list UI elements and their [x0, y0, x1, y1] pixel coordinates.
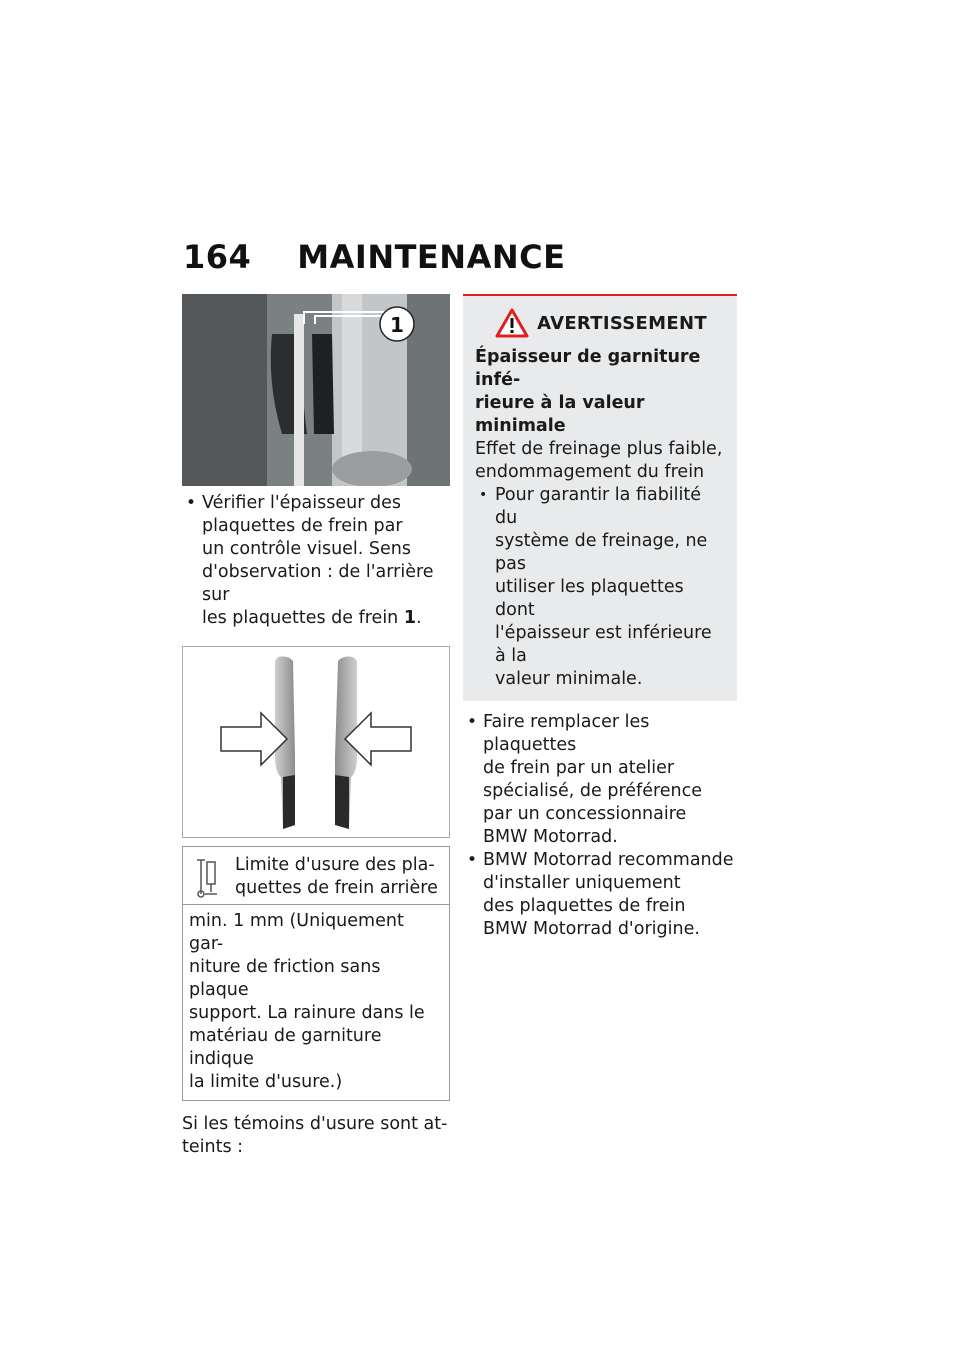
page-header	[183, 238, 565, 276]
brake-caliper-illustration	[182, 294, 450, 486]
callout-1: 1	[390, 313, 404, 337]
spec-header: Limite d'usure des pla- quettes de frein arrière	[183, 847, 449, 905]
spec-value: min. 1 mm (Uniquement gar- niture de friction sans plaque support. La rainure dans le matériau de garniture indique la limite d'usure.)	[189, 911, 425, 1092]
warning-header	[475, 308, 727, 338]
brake-caliper-photo	[182, 294, 450, 486]
warning-box	[463, 294, 737, 701]
step-check-thickness: • Vérifier l'épaisseur des plaquettes de frein par un contrôle visuel. Sens d'observation : de l'arrière sur les plaquettes de frein 1.	[182, 492, 450, 630]
wear-indicator-note: Si les témoins d'usure sont at- teints :	[182, 1114, 448, 1157]
warning-heading: Épaisseur de garniture infé- rieure à la valeur minimale	[475, 347, 701, 436]
brake-pad-arrows-illustration	[183, 647, 449, 837]
brake-pad-gauge-icon	[195, 854, 229, 898]
step-replace-pads: • Faire remplacer les plaquettes de frein par un atelier spécialisé, de préférence par un concessionnaire BMW Motorrad.	[463, 711, 737, 849]
warning-label: AVERTISSEMENT	[537, 312, 707, 334]
warning-effect: Effet de freinage plus faible, endommagement du frein	[475, 439, 723, 482]
warning-triangle-icon	[495, 308, 529, 338]
right-column	[463, 294, 737, 941]
spec-title: Limite d'usure des pla-	[235, 855, 435, 875]
page-number: 164	[183, 238, 252, 276]
brake-pad-diagram	[182, 646, 450, 838]
wear-limit-spec-table	[182, 846, 450, 1101]
left-column	[182, 294, 450, 1159]
step-original-pads: • BMW Motorrad recommande d'installer uniquement des plaquettes de frein BMW Motorrad d'origine.	[463, 849, 737, 941]
section-title: MAINTENANCE	[297, 238, 566, 276]
warning-instruction: • Pour garantir la fiabilité du système de freinage, ne pas utiliser les plaquettes dont l'épaisseur est inférieure à la valeur minimale.	[475, 484, 727, 691]
